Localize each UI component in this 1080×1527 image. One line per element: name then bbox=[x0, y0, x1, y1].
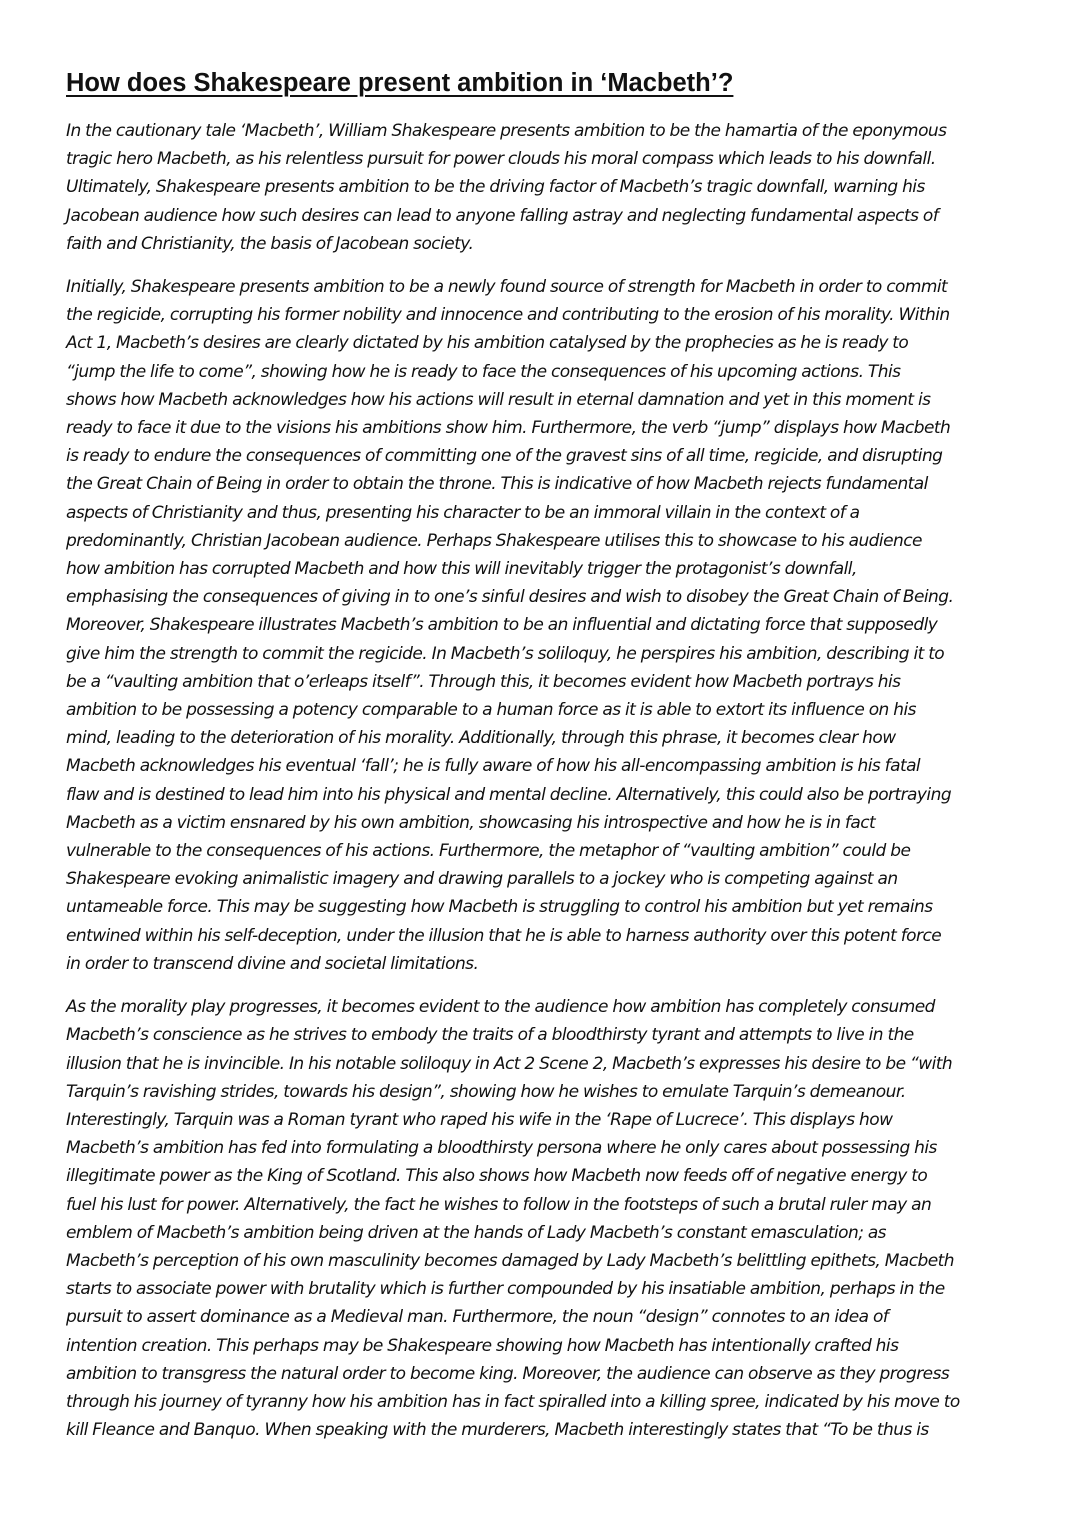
paragraph-line: ambition to be possessing a potency comparable to a human force as it is able to extort its influence on his bbox=[66, 700, 916, 721]
essay-title: How does Shakespeare present ambition in ‘Macbeth’? bbox=[66, 69, 734, 97]
paragraph-line: be a “vaulting ambition that o’erleaps itself”. Through this, it becomes evident how Macbeth portrays his bbox=[66, 671, 901, 692]
paragraph-line: Macbeth acknowledges his eventual ‘fall’; he is fully aware of how his all-encompassing ambition is his fatal bbox=[66, 756, 921, 777]
paragraph-line: Macbeth’s ambition has fed into formulating a bloodthirsty persona where he only cares about possessing his bbox=[66, 1138, 937, 1159]
paragraph-line: untameable force. This may be suggesting how Macbeth is struggling to control his ambition but yet remains bbox=[66, 897, 933, 918]
paragraph-line: ready to face it due to the visions his ambitions show him. Furthermore, the verb “jump” displays how Macbeth bbox=[66, 418, 951, 439]
essay-body bbox=[66, 117, 1018, 1444]
paragraph-line: faith and Christianity, the basis of Jacobean society. bbox=[66, 233, 474, 254]
paragraph-line: flaw and is destined to lead him into his physical and mental decline. Alternatively, this could also be portraying bbox=[66, 784, 952, 805]
paragraph-line: starts to associate power with brutality which is further compounded by his insatiable ambition, perhaps in the bbox=[66, 1279, 945, 1300]
paragraph-line: illusion that he is invincible. In his notable soliloquy in Act 2 Scene 2, Macbeth’s expresses his desire to be “with bbox=[66, 1053, 953, 1074]
paragraph-line: Macbeth’s perception of his own masculinity becomes damaged by Lady Macbeth’s belittling epithets, Macbeth bbox=[66, 1250, 955, 1271]
paragraph-line: kill Fleance and Banquo. When speaking with the murderers, Macbeth interestingly states that “To be thus is bbox=[66, 1420, 929, 1441]
paragraph-line: entwined within his self-deception, under the illusion that he is able to harness authority over this potent force bbox=[66, 925, 942, 946]
paragraph-line: shows how Macbeth acknowledges how his actions will result in eternal damnation and yet in this moment is bbox=[66, 389, 931, 410]
essay-paragraph bbox=[66, 273, 1018, 978]
paragraph-line: mind, leading to the deterioration of his morality. Additionally, through this phrase, it becomes clear how bbox=[66, 728, 896, 749]
essay-page bbox=[66, 66, 1018, 1459]
paragraph-line: the regicide, corrupting his former nobility and innocence and contributing to the erosion of his morality. Within bbox=[66, 305, 950, 326]
essay-paragraph bbox=[66, 993, 1018, 1444]
paragraph-line: through his journey of tyranny how his ambition has in fact spiralled into a killing spree, indicated by his move to bbox=[66, 1391, 960, 1412]
paragraph-line: how ambition has corrupted Macbeth and how this will inevitably trigger the protagonist’s downfall, bbox=[66, 559, 857, 580]
paragraph-line: “jump the life to come”, showing how he is ready to face the consequences of his upcoming actions. This bbox=[66, 361, 901, 382]
paragraph-line: predominantly, Christian Jacobean audience. Perhaps Shakespeare utilises this to showcase to his audience bbox=[66, 530, 922, 551]
paragraph-line: Shakespeare evoking animalistic imagery and drawing parallels to a jockey who is competing against an bbox=[66, 869, 898, 890]
paragraph-line: As the morality play progresses, it becomes evident to the audience how ambition has completely consumed bbox=[66, 997, 935, 1018]
paragraph-line: fuel his lust for power. Alternatively, the fact he wishes to follow in the footsteps of such a brutal ruler may an bbox=[66, 1194, 932, 1215]
paragraph-line: the Great Chain of Being in order to obtain the throne. This is indicative of how Macbeth rejects fundamental bbox=[66, 474, 928, 495]
paragraph-line: In the cautionary tale ‘Macbeth’, William Shakespeare presents ambition to be the hamartia of the eponymous bbox=[66, 121, 947, 141]
paragraph-line: give him the strength to commit the regicide. In Macbeth’s soliloquy, he perspires his ambition, describing it to bbox=[66, 643, 945, 664]
paragraph-line: Initially, Shakespeare presents ambition to be a newly found source of strength for Macbeth in order to commit bbox=[66, 277, 948, 298]
paragraph-line: is ready to endure the consequences of committing one of the gravest sins of all time, regicide, and disrupting bbox=[66, 446, 943, 467]
paragraph-line: Macbeth’s conscience as he strives to embody the traits of a bloodthirsty tyrant and attempts to live in the bbox=[66, 1025, 914, 1046]
paragraph-line: Macbeth as a victim ensnared by his own ambition, showcasing his introspective and how he is in fact bbox=[66, 812, 876, 833]
paragraph-line: pursuit to assert dominance as a Medieval man. Furthermore, the noun “design” connotes to an idea of bbox=[66, 1307, 889, 1328]
paragraph-line: emblem of Macbeth’s ambition being driven at the hands of Lady Macbeth’s constant emasculation; as bbox=[66, 1222, 886, 1243]
paragraph-line: intention creation. This perhaps may be Shakespeare showing how Macbeth has intentionally crafted his bbox=[66, 1335, 899, 1356]
paragraph-line: in order to transcend divine and societal limitations. bbox=[66, 953, 479, 974]
paragraph-line: tragic hero Macbeth, as his relentless pursuit for power clouds his moral compass which leads to his downfall. bbox=[66, 149, 936, 170]
paragraph-line: vulnerable to the consequences of his actions. Furthermore, the metaphor of “vaulting ambition” could be bbox=[66, 841, 911, 862]
paragraph-line: Ultimately, Shakespeare presents ambition to be the driving factor of Macbeth’s tragic downfall, warning his bbox=[66, 177, 925, 198]
paragraph-line: ambition to transgress the natural order to become king. Moreover, the audience can observe as they progress bbox=[66, 1363, 950, 1384]
paragraph-line: Act 1, Macbeth’s desires are clearly dictated by his ambition catalysed by the prophecies as he is ready to bbox=[66, 333, 909, 354]
paragraph-line: Moreover, Shakespeare illustrates Macbeth’s ambition to be an influential and dictating force that supposedly bbox=[66, 615, 938, 636]
paragraph-line: illegitimate power as the King of Scotland. This also shows how Macbeth now feeds off of negative energy to bbox=[66, 1166, 928, 1187]
paragraph-line: Jacobean audience how such desires can lead to anyone falling astray and neglecting fundamental aspects of bbox=[66, 205, 939, 226]
essay-paragraph bbox=[66, 117, 1018, 258]
paragraph-line: Tarquin’s ravishing strides, towards his design”, showing how he wishes to emulate Tarquin’s demeanour. bbox=[66, 1081, 906, 1102]
paragraph-line: aspects of Christianity and thus, presenting his character to be an immoral villain in the context of a bbox=[66, 502, 860, 523]
paragraph-line: emphasising the consequences of giving in to one’s sinful desires and wish to disobey the Great Chain of Being. bbox=[66, 587, 954, 608]
paragraph-line: Interestingly, Tarquin was a Roman tyrant who raped his wife in the ‘Rape of Lucrece’. This displays how bbox=[66, 1109, 893, 1130]
